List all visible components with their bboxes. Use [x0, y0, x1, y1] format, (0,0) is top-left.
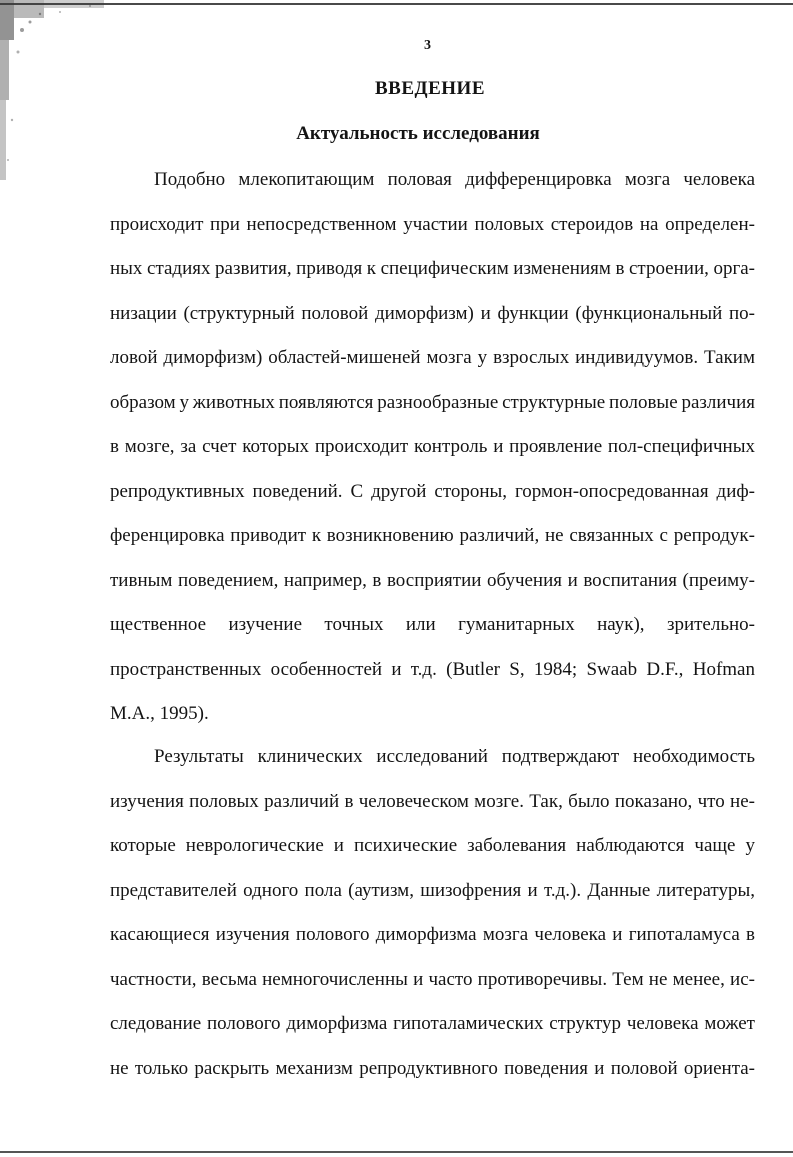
text-line: не только раскрыть механизм репродуктивного поведения и половой ориента-	[110, 1057, 755, 1079]
scan-bottom-border	[0, 1151, 793, 1153]
text-line: изучения половых различий в человеческом мозге. Так, было показано, что не-	[110, 790, 755, 812]
text-line: ловой диморфизм) областей-мишеней мозга у взрослых индивидуумов. Таким	[110, 347, 755, 368]
text-line: образом у животных появляются разнообразные структурные половые различия	[110, 391, 755, 413]
text-line: Подобно млекопитающим половая дифференцировка мозга человека	[154, 169, 755, 190]
text-line: касающиеся изучения полового диморфизма мозга человека и гипоталамуса в	[110, 924, 755, 945]
text-line: ференцировка приводит к возникновению различий, не связанных с репродук-	[110, 525, 755, 546]
text-line: щественное изучение точных или гуманитарных наук), зрительно-	[110, 614, 755, 635]
text-line: которые неврологические и психические заболевания наблюдаются чаще у	[110, 835, 755, 856]
text-line: низации (структурный половой диморфизм) и функции (функциональный по-	[110, 302, 755, 324]
text-line: репродуктивных поведений. С другой стороны, гормон-опосредованная диф-	[110, 480, 755, 502]
page-number: 3	[424, 38, 431, 53]
text-line: представителей одного пола (аутизм, шизофрения и т.д.). Данные литературы,	[110, 879, 755, 901]
text-line: пространственных особенностей и т.д. (Butler S, 1984; Swaab D.F., Hofman	[110, 658, 755, 680]
scan-top-border	[0, 3, 793, 5]
paragraph-1	[110, 158, 755, 737]
text-line: ных стадиях развития, приводя к специфическим изменениям в строении, орга-	[110, 258, 755, 279]
paragraph-2	[110, 735, 755, 1091]
text-line: следование полового диморфизма гипоталамических структур человека может	[110, 1013, 755, 1034]
text-line: происходит при непосредственном участии половых стероидов на определен-	[110, 213, 755, 235]
text-line: в мозге, за счет которых происходит контроль и проявление пол-специфичных	[110, 436, 755, 457]
section-heading: ВВЕДЕНИЕ	[375, 78, 485, 99]
text-line: частности, весьма немногочисленны и часто противоречивы. Тем не менее, ис-	[110, 968, 755, 990]
text-line: Результаты клинических исследований подтверждают необходимость	[154, 746, 755, 767]
text-line: тивным поведением, например, в восприятии обучения и воспитания (преиму-	[110, 569, 755, 591]
text-line: M.A., 1995).	[110, 703, 209, 724]
section-subheading: Актуальность исследования	[296, 123, 540, 144]
